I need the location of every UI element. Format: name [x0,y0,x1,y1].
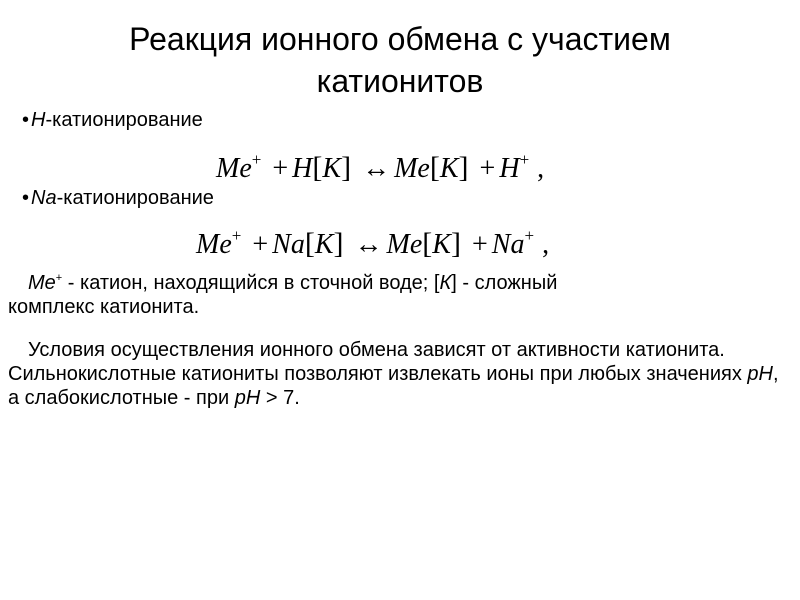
slide-title [0,18,800,102]
term-ph: pH [747,363,773,385]
definition-text: комплекс катионита. [8,296,200,318]
title-line-2: катионитов [316,63,484,99]
formula-bracket-close: ] [333,227,344,260]
formula-plus: + [479,153,496,184]
formula-bracket-close: ] [458,151,469,184]
bullet-label: -катионирование [45,109,203,131]
term-k: К [439,272,452,294]
term-me-charge: + [55,272,63,284]
bullet-dot: • [22,109,30,131]
formula-charge: + [251,150,262,169]
formula-plus: + [252,229,269,260]
formula-na-exchange [196,218,549,263]
paragraph-conditions [8,338,792,410]
bullet-prefix-h: H [31,109,46,131]
definition-text: ] - сложный [451,272,558,294]
term-ph: pH [234,387,261,409]
definition-text: - катион, находящийся в сточной воде; [ [62,272,440,294]
conditions-text: Условия осуществления ионного обмена зависят от активности катионита. Сильнокислотные катиониты позволяют извлекать ионы при любых значениях [8,339,748,385]
bullet-label: -катионирование [56,187,214,209]
formula-plus: + [471,229,488,260]
formula-charge: + [231,226,242,245]
conditions-text: > 7. [260,387,300,409]
paragraph-definitions [8,266,792,319]
formula-k: K [314,229,334,260]
formula-charge: + [519,150,530,169]
formula-na: Na [491,229,525,260]
formula-bracket-open: [ [422,227,433,260]
bullet-dot: • [22,187,30,209]
formula-plus: + [272,153,289,184]
formula-k: K [432,229,451,260]
formula-me: Me [394,153,430,184]
formula-bracket-open: [ [429,151,440,184]
formula-k: K [322,153,342,184]
title-line-1: Реакция ионного обмена с участием [129,21,671,57]
formula-h: H [292,153,313,184]
bullet-prefix-na: Na [31,187,57,209]
term-me: Me [28,272,56,294]
formula-bracket-close: ] [450,227,461,260]
formula-equilibrium-arrow: ↔ [362,153,391,184]
formula-charge: + [524,226,535,245]
conditions-text: , а слабокислотные - при [8,363,779,409]
formula-equilibrium-arrow: ↔ [354,229,383,260]
formula-comma: , [537,153,545,184]
bullet-h-cationization [22,108,203,132]
bullet-na-cationization [22,186,214,210]
formula-na: Na [272,229,305,260]
formula-bracket-open: [ [304,227,315,260]
formula-me: Me [196,229,232,260]
formula-me: Me [216,153,252,184]
formula-h-exchange [216,142,544,187]
formula-bracket-open: [ [312,151,323,184]
formula-h: H [499,153,520,184]
formula-me: Me [386,229,423,260]
formula-bracket-close: ] [341,151,352,184]
formula-comma: , [542,229,550,260]
formula-k: K [439,153,459,184]
